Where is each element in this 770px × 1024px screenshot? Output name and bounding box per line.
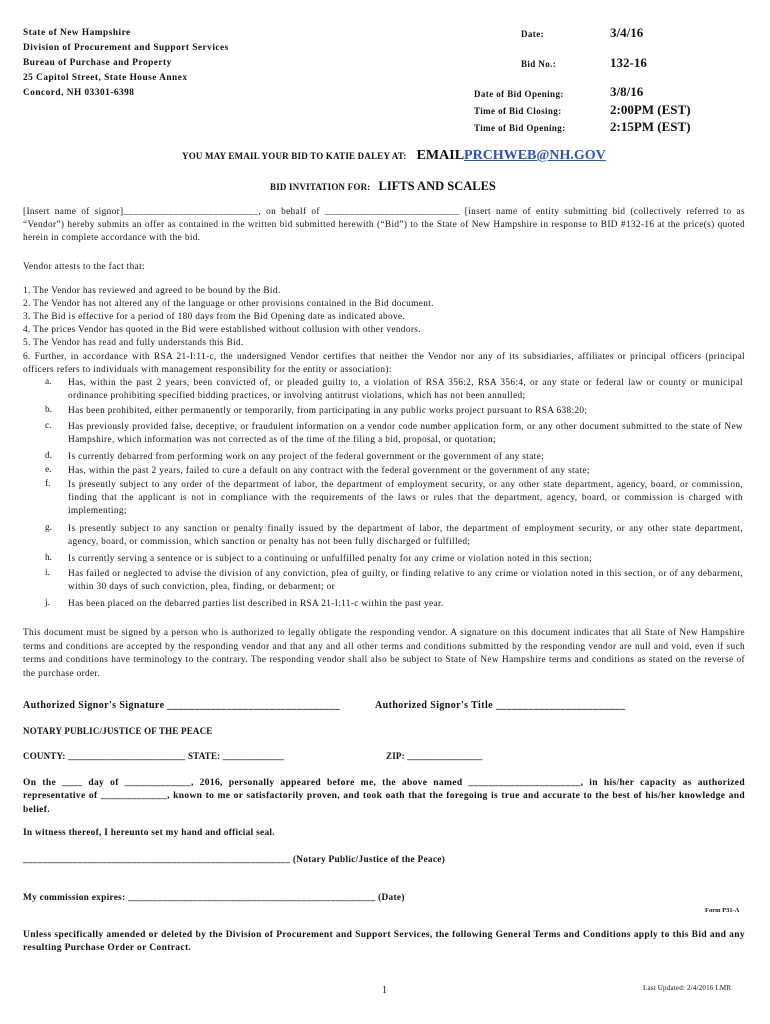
subitem-text: Is currently debarred from performing work on any project of the federal government or the government of any state;: [68, 452, 545, 462]
notary-signature-field[interactable]: ______________________________________________________ (Notary Public/Justice of the Peace): [23, 855, 446, 865]
notary-statement: On the ____ day of _____________, 2016, personally appeared before me, the above named ______________________, in his/her capacity as authorized representative of _____________, known to me or satisfactorily proven, and took oath that the foregoing is true and accurate to the best of his/her knowledge and belief.: [23, 778, 745, 815]
bid-opening-date-value: 3/8/16: [610, 84, 644, 99]
bid-opening-time-label: Time of Bid Opening:: [474, 123, 566, 133]
subitem-text: Has, within the past 2 years, failed to cure a default on any contract with the federal government or the government of any state;: [68, 466, 590, 476]
subitem-text: Has, within the past 2 years, been convicted of, or pleaded guilty to, a violation of RSA 356:2, RSA 356:4, or any state or federal law or county or municipal ordinance prohibiting specified bidding practices, or involving antitrust violations, which has not been annulled;: [68, 378, 743, 402]
bid-opening-date-label: Date of Bid Opening:: [474, 89, 564, 99]
county-state-field[interactable]: COUNTY: _________________________ STATE: _____________: [23, 751, 284, 761]
signing-paragraph: This document must be signed by a person who is authorized to legally obligate the responding vendor. A signature on this document indicates that all State of New Hampshire terms and conditions are accepted by the responding vendor and that any and all other terms and conditions submitted by the responding vendor are null and void, even if such terms and conditions have terminology to the contrary. The responding vendor shall also be subject to State of New Hampshire terms and conditions as stated on the reverse of the purchase order.: [23, 628, 745, 679]
list-item: 3. The Bid is effective for a period of 180 days from the Bid Opening date as indicated above.: [23, 312, 406, 322]
subitem-letter: i.: [45, 568, 50, 578]
subitem-letter: h.: [45, 553, 52, 563]
general-terms-paragraph: Unless specifically amended or deleted by the Division of Procurement and Support Services, the following General Terms and Conditions apply to this Bid and any resulting Purchase Order or Contract.: [23, 930, 745, 954]
date-value: 3/4/16: [610, 25, 644, 40]
subitem-letter: a.: [45, 377, 52, 387]
subitem-text: Has previously provided false, deceptive, or fraudulent information on a vendor code number application form, or any other document submitted to the state of New Hampshire, which information was not corrected as of the time of the filing a bid, proposal, or quotation;: [68, 422, 743, 446]
email-instruction: [182, 146, 606, 164]
subitem-text: Has failed or neglected to advise the division of any conviction, plea of guilty, or finding relative to any crime or violation noted in this section, or of any debarment, within 30 days of such conviction, plea, finding, or debarment; or: [68, 569, 743, 593]
subitem-letter: g.: [45, 523, 52, 533]
bid-opening-time-value: 2:15PM (EST): [610, 119, 691, 134]
commission-expiry-field[interactable]: My commission expires: __________________________________________________ (Date): [23, 893, 405, 903]
subitem-letter: c.: [45, 421, 52, 431]
list-item: 1. The Vendor has reviewed and agreed to be bound by the Bid.: [23, 286, 281, 296]
subitem-letter: d.: [45, 451, 52, 461]
subitem-letter: j.: [45, 598, 50, 608]
address-line: 25 Capitol Street, State House Annex: [23, 73, 188, 83]
email-prefix: EMAIL: [416, 148, 465, 163]
intro-paragraph: [Insert name of signor]___________________________, on behalf of ___________________________ [insert name of entity submitting bid (collectively referred to as “Vendor”) hereby submits an offer as contained in the written bid submitted herewith (“Bid”) to the State of New Hampshire in response to BID #132-16 at the price(s) quoted herein in complete accordance with the bid.: [23, 207, 745, 244]
address-line: Concord, NH 03301-6398: [23, 88, 135, 98]
email-instruction-text: YOU MAY EMAIL YOUR BID TO KATIE DALEY AT:: [182, 151, 407, 161]
list-item: 6. Further, in accordance with RSA 21-I:11-c, the undersigned Vendor certifies that neither the Vendor nor any of its subsidiaries, affiliates or principal officers (principal officers refers to individuals with management responsibility for the entity or association):: [23, 352, 745, 376]
address-line: State of New Hampshire: [23, 28, 131, 38]
signor-title-field[interactable]: Authorized Signor's Title ________________________: [375, 700, 626, 711]
form-id: Form P31-A: [705, 907, 740, 914]
bid-title-main: LIFTS AND SCALES: [378, 179, 496, 193]
subitem-text: Is currently serving a sentence or is subject to a continuing or unfulfilled penalty for any crime or violation noted in this section;: [68, 554, 593, 564]
witness-line: In witness thereof, I hereunto set my hand and official seal.: [23, 828, 275, 838]
address-line: Division of Procurement and Support Services: [23, 43, 229, 53]
bid-number-value: 132-16: [610, 55, 647, 70]
bid-closing-time-value: 2:00PM (EST): [610, 102, 691, 117]
subitem-text: Is presently subject to any sanction or penalty finally issued by the department of labor, the department of employment security, or any other state department, agency, board, or commission, which sanction or penalty has not been fully discharged or fulfilled;: [68, 524, 743, 548]
subitem-letter: b.: [45, 405, 52, 415]
bid-closing-time-label: Time of Bid Closing:: [474, 106, 562, 116]
email-link[interactable]: PRCHWEB@NH.GOV: [464, 148, 606, 163]
subitem-letter: e.: [45, 465, 52, 475]
attests-line: Vendor attests to the fact that:: [23, 262, 145, 272]
signor-signature-field[interactable]: Authorized Signor's Signature ________________________________: [23, 700, 341, 711]
subitem-text: Has been placed on the debarred parties list described in RSA 21-I:11-c within the past year.: [68, 599, 444, 609]
list-item: 4. The prices Vendor has quoted in the Bid were established without collusion with other vendors.: [23, 325, 421, 335]
page-number: 1: [382, 985, 387, 996]
last-updated: Last Updated: 2/4/2016 LMR: [643, 984, 732, 992]
address-line: Bureau of Purchase and Property: [23, 58, 172, 68]
bid-title: [270, 177, 496, 195]
bid-title-prefix: BID INVITATION FOR:: [270, 182, 371, 192]
subitem-text: Has been prohibited, either permanently or temporarily, from participating in any public works project pursuant to RSA 638:20;: [68, 406, 588, 416]
subitem-letter: f.: [45, 479, 51, 489]
bid-number-label: Bid No.:: [521, 59, 557, 69]
zip-field[interactable]: ZIP: ________________: [386, 751, 483, 761]
list-item: 5. The Vendor has read and fully understands this Bid.: [23, 338, 244, 348]
subitem-text: Is presently subject to any order of the department of labor, the department of employment security, or any other state department, agency, board, or commission, finding that the applicant is not in compliance with the requirements of the laws or rules that the department, agency, board, or commission is charged with implementing;: [68, 480, 743, 517]
list-item: 2. The Vendor has not altered any of the language or other provisions contained in the Bid document.: [23, 299, 434, 309]
notary-heading: NOTARY PUBLIC/JUSTICE OF THE PEACE: [23, 726, 213, 736]
date-label: Date:: [521, 29, 544, 39]
